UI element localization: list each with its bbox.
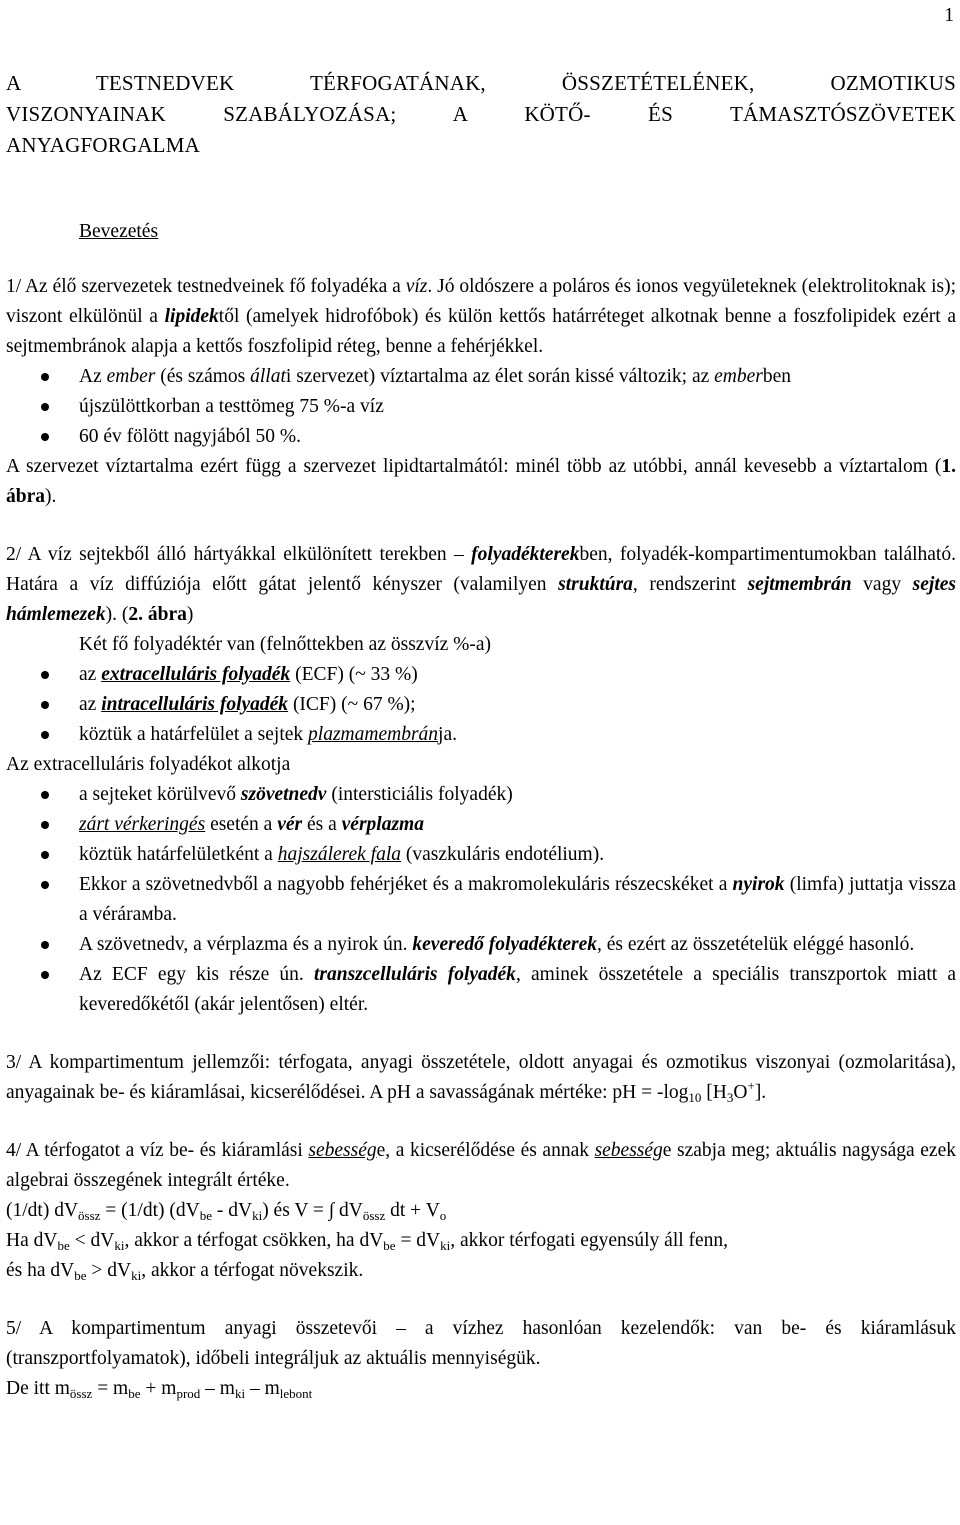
list-item: A szövetnedv, a vérplazma és a nyirok ún. keveredő folyadékterek, és ezért az összetételük eléggé hasonló.	[6, 930, 956, 960]
section-1-paragraph: 1/ Az élő szervezetek testnedveinek fő folyadéka a víz. Jó oldószere a poláros és ionos vegyületeknek (elektrolitoknak is); viszont elkülönül a lipidektől (amelyek hidrofóbok) és külön kettős határréteget alkotnak benne a foszfolipidek ezért a sejtmembránok alapja a kettős foszfolipid réteg, benne a fehérjékkel.	[6, 276, 957, 357]
intro-heading	[6, 217, 956, 247]
section-1-bullets	[6, 362, 956, 452]
section-3-paragraph: 3/ A kompartimentum jellemzői: térfogata, anyagi összetétele, oldott anyagai és ozmotikus viszonyai (ozmolaritása), anyagainak be- és kiáramlásai, kicserélődései. A pH a savasságának mértéke: pH = $-\log_{10}$ $[H_3O^+]$.	[6, 1052, 956, 1105]
list-item: az extracelluláris folyadék (ECF) (~ 33 %)	[6, 660, 956, 690]
volume-condition-2: és ha $dV_{be} > dV_{ki}$, akkor a térfogat növekszik.	[6, 1260, 364, 1283]
title-line-3: ANYAGFORGALMA	[6, 133, 200, 157]
list-item: zárt vérkeringés esetén a vér és a vérplazma	[6, 810, 956, 840]
volume-equation: (1/dt) $dV_{össz} = (1/dt)$ $(dV_{be} - dV_{ki})$ és V = ∫ $dV_{össz}$ dt + $V_o$	[6, 1200, 447, 1223]
list-item: köztük a határfelület a sejtek plazmamembránja.	[6, 720, 956, 750]
list-item: Az ember (és számos állati szervezet) víztartalma az élet során kissé változik; az emberben	[6, 362, 956, 392]
ecf-intro: Az extracelluláris folyadékot alkotja	[6, 754, 291, 775]
volume-condition-1: Ha $dV_{be} < dV_{ki}$, akkor a térfogat csökken, ha $dV_{be} = dV_{ki}$, akkor térfogati egyensúly áll fenn,	[6, 1230, 729, 1253]
section-4-paragraph: 4/ A térfogatot a víz be- és kiáramlási sebessége, a kicserélődése és annak sebessége szabja meg; aktuális nagysága ezek algebrai összegének integrált értéke.	[6, 1140, 956, 1191]
document-title	[6, 68, 956, 161]
list-item: 60 év fölött nagyjából 50 %.	[6, 422, 956, 452]
list-item: köztük határfelületként a hajszálerek fala (vaszkuláris endotélium).	[6, 840, 956, 870]
fluid-spaces-intro: Két fő folyadéktér van (felnőttekben az összvíz %-a)	[79, 634, 492, 655]
section-5-paragraph: 5/ A kompartimentum anyagi összetevői – a vízhez hasonlóan kezelendők: van be- és kiáramlásuk (transzportfolyamatok), időbeli integráljuk az aktuális mennyiségük.	[6, 1318, 956, 1369]
section-1-conclusion: A szervezet víztartalma ezért függ a szervezet lipidtartalmától: minél több az utóbbi, annál kevesebb a víztartalom (1. ábra).	[6, 456, 956, 507]
title-line-1: A TESTNEDVEK TÉRFOGATÁNAK, ÖSSZETÉTELÉNEK, OZMOTIKUS	[6, 71, 956, 95]
list-item: az intracelluláris folyadék (ICF) (~ 67 %);	[6, 690, 956, 720]
intro-heading-text: Bevezetés	[79, 221, 159, 242]
page-number: 1	[944, 5, 954, 26]
list-item: újszülöttkorban a testtömeg 75 %-a víz	[6, 392, 956, 422]
list-item: Az ECF egy kis része ún. transzcelluláris folyadék, aminek összetétele a speciális transzportok miatt a keveredőkétől (akár jelentősen) eltér.	[6, 960, 956, 1020]
document-body	[6, 217, 956, 1404]
title-line-2: VISZONYAINAK SZABÁLYOZÁSA; A KÖTŐ- ÉS TÁMASZTÓSZÖVETEK	[6, 102, 956, 126]
mass-equation: De itt $m_{össz} = m_{be} + m_{prod} - m_{ki} - m_{lebont}$	[6, 1378, 313, 1401]
ecf-list	[6, 780, 956, 1020]
fluid-spaces-list	[6, 660, 956, 750]
list-item: a sejteket körülvevő szövetnedv (intersticiális folyadék)	[6, 780, 956, 810]
section-2-paragraph: 2/ A víz sejtekből álló hártyákkal elkülönített terekben – folyadékterekben, folyadék-kompartimentumokban található. Határa a víz diffúziója előtt gátat jelentő kényszer (valamilyen struktúra, rendszerint sejtmembrán vagy sejtes hámlemezek). (2. ábra)	[6, 544, 956, 625]
list-item: Ekkor a szövetnedvből a nagyobb fehérjéket és a makromolekuláris részecskéket a nyirok (limfa) juttatja vissza a vérárамba.	[6, 870, 956, 930]
